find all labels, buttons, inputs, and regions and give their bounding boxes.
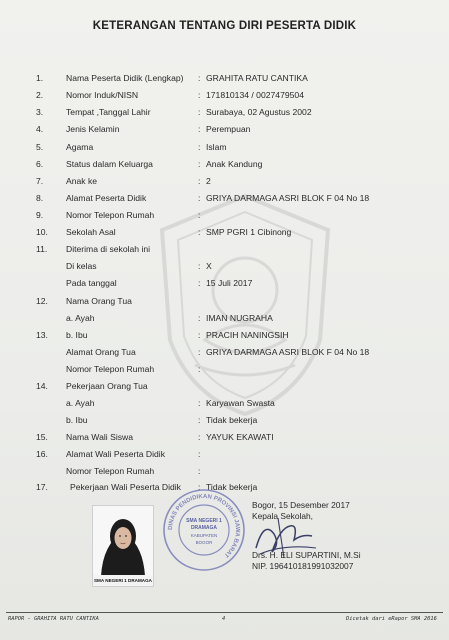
info-row — [0, 140, 449, 154]
sign-name: Drs. H. ELI SUPARTINI, M.Si — [252, 550, 361, 560]
row-value: Tidak bekerja — [206, 415, 258, 425]
row-value: X — [206, 261, 212, 271]
row-value: 15 Juli 2017 — [206, 278, 253, 288]
info-row — [0, 294, 449, 308]
row-label: Agama — [66, 142, 94, 152]
student-portrait-icon — [93, 506, 153, 576]
row-value: Karyawan Swasta — [206, 398, 275, 408]
row-label: Di kelas — [66, 261, 97, 271]
row-label: Diterima di sekolah ini — [66, 244, 151, 254]
row-label: Pekerjaan Wali Peserta Didik — [70, 482, 181, 492]
row-value: Tidak bekerja — [206, 482, 258, 492]
info-row — [0, 259, 449, 273]
footer-divider — [6, 612, 443, 613]
row-number: 14. — [36, 381, 48, 391]
row-label: Alamat Orang Tua — [66, 347, 136, 357]
stamp-center-3: KABUPATEN — [190, 533, 218, 538]
stamp-center-1: SMA NEGERI 1 — [186, 518, 222, 524]
row-label: Jenis Kelamin — [66, 124, 120, 134]
row-label: b. Ibu — [66, 415, 88, 425]
info-row — [0, 345, 449, 359]
stamp-center-2: DRAMAGA — [190, 525, 218, 531]
row-label: a. Ayah — [66, 313, 95, 323]
row-label: Sekolah Asal — [66, 227, 116, 237]
row-value: GRIYA DARMAGA ASRI BLOK F 04 No 18 — [206, 193, 370, 203]
row-value: Islam — [206, 142, 227, 152]
row-colon: : — [198, 193, 201, 203]
row-colon: : — [198, 278, 201, 288]
row-label: Nomor Induk/NISN — [66, 90, 139, 100]
info-row — [0, 464, 449, 478]
row-number: 3. — [36, 107, 44, 117]
info-row — [0, 311, 449, 325]
row-number: 9. — [36, 210, 44, 220]
row-number: 13. — [36, 330, 48, 340]
row-colon: : — [198, 482, 201, 492]
row-number: 7. — [36, 176, 44, 186]
row-colon: : — [198, 176, 201, 186]
row-label: Nama Wali Siswa — [66, 432, 134, 442]
info-row — [0, 157, 449, 171]
row-value: GRAHITA RATU CANTIKA — [206, 73, 308, 83]
photo-caption: SMA NEGERI 1 DRAMAGA — [93, 575, 153, 586]
row-colon: : — [198, 142, 201, 152]
info-row — [0, 447, 449, 461]
row-value: 2 — [206, 176, 211, 186]
row-value: GRIYA DARMAGA ASRI BLOK F 04 No 18 — [206, 347, 370, 357]
row-colon: : — [198, 107, 201, 117]
sign-place-date: Bogor, 15 Desember 2017 — [252, 500, 350, 510]
row-label: Nama Orang Tua — [66, 296, 132, 306]
row-number: 17. — [36, 482, 48, 492]
row-colon: : — [198, 73, 201, 83]
footer-page-number: 4 — [222, 616, 226, 622]
row-number: 4. — [36, 124, 44, 134]
row-label: Tempat ,Tanggal Lahir — [66, 107, 151, 117]
row-label: Anak ke — [66, 176, 98, 186]
row-value: Surabaya, 02 Agustus 2002 — [206, 107, 312, 117]
row-label: Status dalam Keluarga — [66, 159, 153, 169]
row-number: 11. — [36, 244, 48, 254]
info-row — [0, 225, 449, 239]
page-title: KETERANGAN TENTANG DIRI PESERTA DIDIK — [92, 20, 357, 32]
footer-right: Dicetak dari eRapor SMA 2016 — [346, 616, 437, 622]
info-row — [0, 174, 449, 188]
row-colon: : — [198, 313, 201, 323]
info-row — [0, 396, 449, 410]
row-colon: : — [198, 466, 201, 476]
official-stamp — [162, 488, 246, 572]
row-label: b. Ibu — [66, 330, 88, 340]
row-colon: : — [198, 398, 201, 408]
info-row — [0, 191, 449, 205]
info-row — [0, 362, 449, 376]
row-label: Nomor Telepon Rumah — [66, 210, 155, 220]
info-row — [0, 242, 449, 256]
row-value: IMAN NUGRAHA — [206, 313, 273, 323]
row-number: 8. — [36, 193, 44, 203]
info-row — [0, 105, 449, 119]
row-value: Anak Kandung — [206, 159, 263, 169]
sign-nip: NIP. 196410181991032007 — [252, 561, 354, 571]
stamp-center-4: BOGOR — [195, 540, 213, 545]
row-number: 2. — [36, 90, 44, 100]
row-colon: : — [198, 261, 201, 271]
row-colon: : — [198, 432, 201, 442]
row-colon: : — [198, 415, 201, 425]
row-number: 1. — [36, 73, 44, 83]
row-colon: : — [198, 449, 201, 459]
info-row — [0, 88, 449, 102]
sign-role: Kepala Sekolah, — [252, 511, 313, 521]
row-number: 15. — [36, 432, 48, 442]
row-colon: : — [198, 124, 201, 134]
row-label: Nomor Telepon Rumah — [66, 364, 155, 374]
student-photo — [92, 505, 154, 587]
info-row — [0, 379, 449, 393]
row-colon: : — [198, 210, 201, 220]
info-row — [0, 328, 449, 342]
row-colon: : — [198, 227, 201, 237]
row-label: Alamat Wali Peserta Didik — [66, 449, 166, 459]
row-label: a. Ayah — [66, 398, 95, 408]
row-colon: : — [198, 364, 201, 374]
row-label: Pekerjaan Orang Tua — [66, 381, 148, 391]
row-label: Nama Peserta Didik (Lengkap) — [66, 73, 184, 83]
info-row — [0, 71, 449, 85]
row-colon: : — [198, 330, 201, 340]
row-value: PRACIH NANINGSIH — [206, 330, 289, 340]
row-value: YAYUK EKAWATI — [206, 432, 274, 442]
row-colon: : — [198, 347, 201, 357]
row-colon: : — [198, 90, 201, 100]
row-number: 5. — [36, 142, 44, 152]
stamp-ring-text: DINAS PENDIDIKAN PROVINSI JAWA BARAT — [167, 493, 241, 559]
info-row — [0, 276, 449, 290]
footer-left: RAPOR - GRAHITA RATU CANTIKA — [8, 616, 99, 622]
row-label: Pada tanggal — [66, 278, 117, 288]
row-number: 12. — [36, 296, 48, 306]
row-value: Perempuan — [206, 124, 251, 134]
row-label: Alamat Peserta Didik — [66, 193, 147, 203]
info-row — [0, 208, 449, 222]
row-number: 16. — [36, 449, 48, 459]
row-number: 10. — [36, 227, 48, 237]
info-row — [0, 430, 449, 444]
row-value: 171810134 / 0027479504 — [206, 90, 304, 100]
info-row — [0, 413, 449, 427]
row-number: 6. — [36, 159, 44, 169]
row-value: SMP PGRI 1 Cibinong — [206, 227, 292, 237]
info-row — [0, 122, 449, 136]
row-label: Nomor Telepon Rumah — [66, 466, 155, 476]
row-colon: : — [198, 159, 201, 169]
